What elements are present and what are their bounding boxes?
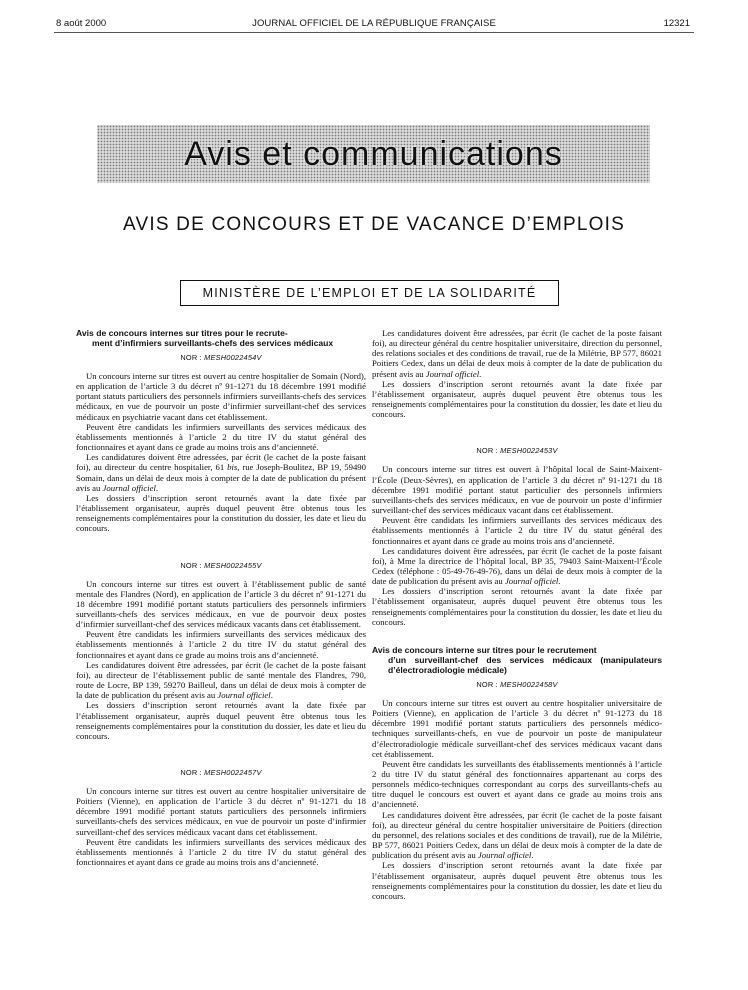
notice-paragraph: Les candidatures doivent être adressées, par écrit (le cachet de la poste faisant foi), au directeur général du centre hospitalier universitaire de Poitiers (direction du personnel, des relations sociales et des conditions de travail), rue de la Milétrie, BP 577, 86021 Poitiers Cedex, dans un délai de deux mois à compter de la date de publication du présent avis au Journal officiel. <box>372 809 662 861</box>
right-column <box>372 328 662 901</box>
left-column <box>76 328 366 867</box>
ministry-label: MINISTÈRE DE L’EMPLOI ET DE LA SOLIDARITÉ <box>202 286 537 300</box>
notice-paragraph: Peuvent être candidats les infirmiers surveillants des services médicaux des établissements mentionnés à l’article 2 du titre IV du statut général des fonctionnaires et ayant dans ce grade au moins trois ans d’ancienneté. <box>372 515 662 546</box>
section-title: AVIS DE CONCOURS ET DE VACANCE D’EMPLOIS <box>123 214 625 235</box>
header-date: 8 août 2000 <box>56 18 107 29</box>
nor-reference <box>76 353 366 362</box>
notice-title-line: d’un surveillant-chef des services médicaux (manipulateurs d’électroradiologie médicale) <box>388 654 662 675</box>
notice-paragraph: Les candidatures doivent être adressées, par écrit (le cachet de la poste faisant foi), au directeur du centre hospitalier, 61 bis, rue Joseph-Boulitez, BP 19, 59490 Somain, dans un délai de deux mois à compter de la date de publication du présent avis au Journal officiel. <box>76 452 366 493</box>
nor-label: NOR : <box>180 768 202 777</box>
nor-reference <box>372 680 662 689</box>
nor-reference <box>76 768 366 777</box>
nor-code: MESH0022453V <box>500 446 558 456</box>
notice-paragraph: Un concours interne sur titres est ouvert au centre hospitalier universitaire de Poitiers (Vienne), en application de l’article 3 du décret nº 91-1271 du 18 décembre 1991 modifié portant statuts particuliers des personnels infirmiers surveillants-chefs des services médicaux, en vue de pourvoir un poste d’infirmier surveillant-chef des services médicaux vacant dans cet établissement. <box>76 786 366 837</box>
notice-paragraph: Peuvent être candidats les infirmiers surveillants des services médicaux des établissements mentionnés à l’article 2 du titre IV du statut général des fonctionnaires et ayant dans ce grade au moins trois ans d’ancienneté. <box>76 629 366 660</box>
notice <box>372 645 662 901</box>
header-page-number: 12321 <box>663 18 690 29</box>
notice-separator <box>372 419 662 441</box>
nor-label: NOR : <box>180 560 202 570</box>
nor-code: MESH0022454V <box>204 353 262 362</box>
notice-paragraph: Les dossiers d’inscription seront retournés avant la date fixée par l’établissement organisateur, auprès duquel peuvent être obtenus tous les renseignements complémentaires pour la constitution du dossier, les date et lieu du concours. <box>372 860 662 901</box>
nor-code: MESH0022457V <box>204 768 262 777</box>
notice-paragraph: Les candidatures doivent être adressées, par écrit (le cachet de la poste faisant foi), à Mme la directrice de l’hôpital local, BP 35, 79403 Saint-Maixent-l’École Cedex (téléphone : 05-49-76-49-76), dans un délai de deux mois à compter de la date de publication du présent avis au Journal officiel. <box>372 545 662 587</box>
notice <box>372 446 662 627</box>
section-banner <box>97 125 650 183</box>
notice-paragraph: Peuvent être candidats les infirmiers surveillants des services médicaux des établissements mentionnés à l’article 2 du titre IV du statut général des fonctionnaires et ayant dans ce grade au moins trois ans d’ancienneté. <box>76 836 366 868</box>
notice <box>76 328 366 534</box>
notice-paragraph: Les dossiers d’inscription seront retournés avant la date fixée par l’établissement organisateur, auprès duquel peuvent être obtenus tous les renseignements complémentaires pour la constitution du dossier, les date et lieu du concours. <box>76 492 366 534</box>
notice-paragraph: Les candidatures doivent être adressées, par écrit (le cachet de la poste faisant foi), au directeur général du centre hospitalier universitaire, direction du personnel, des relations sociales et des conditions de travail, rue de la Milétrie, BP 577, 86021 Poitiers Cedex, dans un délai de deux mois à compter de la date de publication du présent avis au Journal officiel. <box>372 328 662 379</box>
notice-paragraph: Un concours interne sur titres est ouvert à l’hôpital local de Saint-Maixent-l’École (Deux-Sèvres), en application de l’article 3 du décret nº 91-1271 du 18 décembre 1991 modifié portant statut particulier des personnels infirmiers surveillants-chefs des services médicaux, en vue de pourvoir un poste d’infirmier surveillant-chef des services médicaux vacant dans cet établissement. <box>372 464 662 516</box>
notice-title-line: Avis de concours interne sur titres pour le recrutement <box>372 644 597 655</box>
notice-separator <box>76 741 366 763</box>
notice-paragraph: Un concours interne sur titres est ouvert au centre hospitalier de Somain (Nord), en application de l’article 3 du décret nº 91-1271 du 18 décembre 1991 modifié portant statuts particuliers des personnels infirmiers surveillants-chefs des services médicaux, en vue de pourvoir un poste d’infirmier surveillant-chef des services médicaux en psychiatrie vacant dans cet établissement. <box>76 371 366 422</box>
nor-reference <box>76 561 366 570</box>
notice-paragraph: Les dossiers d’inscription seront retournés avant la date fixée par l’établissement organisateur, auprès duquel peuvent être obtenus tous les renseignements complémentaires pour la constitution du dossier, les date et lieu du concours. <box>372 378 662 420</box>
notice-paragraph: Les dossiers d’inscription seront retournés avant la date fixée par l’établissement organisateur, auprès duquel peuvent être obtenus tous les renseignements complémentaires pour la constitution du dossier, les date et lieu du concours. <box>76 700 366 741</box>
nor-label: NOR : <box>180 353 202 362</box>
notice-title-line: Avis de concours internes sur titres pour le recrute- <box>76 328 288 338</box>
nor-code: MESH0022458V <box>500 679 558 689</box>
header-rule <box>54 32 694 33</box>
nor-code: MESH0022455V <box>204 560 262 570</box>
notice-title-line: ment d’infirmiers surveillants-chefs des services médicaux <box>92 338 334 348</box>
notice <box>76 768 366 867</box>
header-journal-title: JOURNAL OFFICIEL DE LA RÉPUBLIQUE FRANÇAISE <box>252 18 496 29</box>
notice-separator <box>76 534 366 556</box>
notice-paragraph: Les dossiers d’inscription seront retournés avant la date fixée par l’établissement organisateur, auprès duquel peuvent être obtenus tous les renseignements complémentaires pour la constitution du dossier, les date et lieu du concours. <box>372 586 662 627</box>
notice-title <box>372 645 662 675</box>
notice-paragraph: Peuvent être candidats les surveillants des établissements mentionnés à l’article 2 du titre IV du statut général des fonctionnaires appartenant au corps des personnels médico-techniques correspondant au corps des surveillants-chefs au titre duquel le concours est ouvert et ayant dans ce grade au moins trois ans d’ancienneté. <box>372 758 662 810</box>
nor-label: NOR : <box>476 679 498 689</box>
nor-label: NOR : <box>476 446 498 456</box>
notice-paragraph: Les candidatures doivent être adressées, par écrit (le cachet de la poste faisant foi), au directeur de l’établissement public de santé mentale des Flandres, 790, route de Locre, BP 139, 59270 Bailleul, dans un délai de deux mois à compter de la date de publication du présent avis au Journal officiel. <box>76 659 366 701</box>
ministry-box <box>180 280 559 306</box>
notice-continued <box>372 328 662 419</box>
nor-reference <box>372 446 662 455</box>
banner-title: Avis et communications <box>184 135 563 173</box>
notice-separator <box>372 627 662 645</box>
notice-title <box>76 328 366 348</box>
notice-paragraph: Peuvent être candidats les infirmiers surveillants des services médicaux des établissements mentionnés à l’article 2 du titre IV du statut général des fonctionnaires et ayant dans ce grade au moins trois ans d’ancienneté. <box>76 421 366 453</box>
notice-paragraph: Un concours interne sur titres est ouvert à l’établissement public de santé mentale des Flandres (Nord), en application de l’article 3 du décret nº 91-1271 du 18 décembre 1991 modifié portant statuts particuliers des personnels infirmiers surveillants-chefs des services médicaux, en vue de pourvoir deux postes d’infirmier surveillant-chef des services médicaux vacants dans cet établissement. <box>76 578 366 630</box>
notice-paragraph: Un concours interne sur titres est ouvert au centre hospitalier universitaire de Poitiers (Vienne), en application de l’article 3 du décret nº 91-1273 du 18 décembre 1991 modifié portant statuts particuliers des personnels médico-techniques surveillants-chefs, en vue de pourvoir un poste de manipulateur d’électroradiologie médicale surveillant-chef des services médicaux vacant dans cet établissement. <box>372 697 662 759</box>
notice <box>76 561 366 742</box>
